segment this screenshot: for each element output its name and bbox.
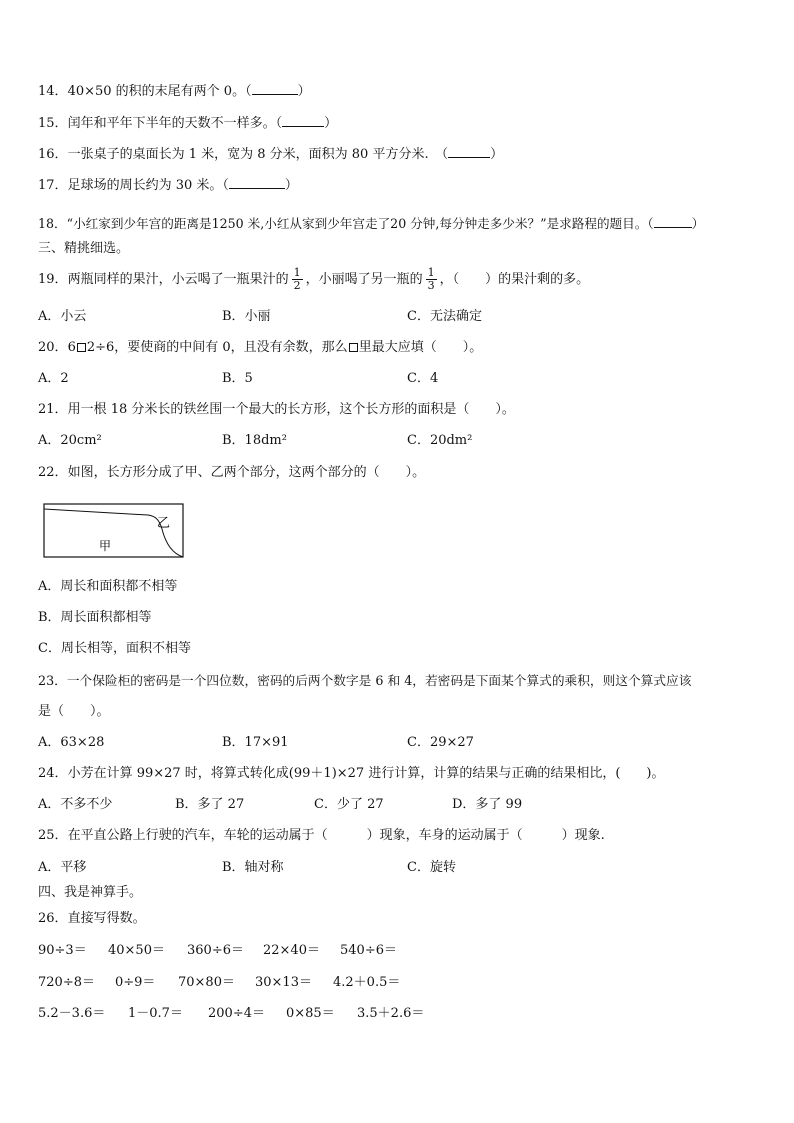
option-b[interactable]: B．轴对称 [222, 860, 284, 875]
calc-item[interactable]: 22×40＝ [263, 943, 320, 958]
option-b[interactable]: B．多了 27 [175, 797, 245, 812]
question-14: 14．40×50 的积的末尾有两个 0。（ ） [38, 84, 311, 99]
question-23-cont: 是（ ）。 [38, 704, 110, 719]
question-number: 17 [38, 178, 55, 193]
option-a[interactable]: A．小云 [38, 309, 87, 324]
rectangle-figure [43, 503, 185, 559]
calc-item[interactable]: 360÷6＝ [187, 943, 244, 958]
question-text: 一张桌子的桌面长为 1 米，宽为 8 分米，面积为 80 平方分米. （ [67, 147, 449, 162]
question-number: 14 [38, 84, 55, 99]
option-b[interactable]: B．18dm² [222, 433, 287, 448]
question-number: 20 [38, 340, 55, 355]
calc-item[interactable]: 200÷4＝ [208, 1006, 265, 1021]
question-number: 18 [38, 216, 55, 231]
question-25: 25．在平直公路上行驶的汽车，车轮的运动属于（ ）现象，车身的运动属于（ ）现象. [38, 828, 605, 843]
calc-item[interactable]: 90÷3＝ [38, 943, 87, 958]
answer-blank[interactable] [229, 176, 285, 189]
question-text: “小红家到少年宫的距离是1250 米,小红从家到少年宫走了20 分钟,每分钟走多少米？”是求路程的题目。（ [66, 216, 654, 231]
box-placeholder-icon [349, 343, 358, 352]
calc-item[interactable]: 4.2＋0.5＝ [333, 975, 401, 990]
option-a[interactable]: A．周长和面积都不相等 [38, 579, 178, 594]
option-c[interactable]: C．4 [407, 371, 439, 386]
option-c[interactable]: C．少了 27 [314, 797, 384, 812]
answer-blank[interactable] [252, 82, 298, 95]
fraction-one-half: $\frac{1}{2}$ [293, 266, 301, 292]
question-21: 21．用一根 18 分米长的铁丝围一个最大的长方形，这个长方形的面积是（ ）。 [38, 402, 515, 417]
question-number: 24 [38, 766, 55, 781]
answer-blank[interactable] [282, 114, 324, 127]
option-b[interactable]: B．周长面积都相等 [38, 610, 152, 625]
question-text: 足球场的周长约为 30 米。（ [67, 178, 229, 193]
option-c[interactable]: C．周长相等，面积不相等 [38, 641, 191, 656]
answer-blank[interactable] [448, 145, 490, 158]
calc-item[interactable]: 540÷6＝ [340, 943, 397, 958]
box-placeholder-icon [77, 343, 86, 352]
question-number: 23 [38, 673, 55, 688]
label-yi: 乙 [157, 516, 171, 531]
question-number: 19 [38, 272, 55, 287]
calc-item[interactable]: 70×80＝ [178, 975, 235, 990]
question-number: 25 [38, 828, 55, 843]
question-18: 18．“小红家到少年宫的距离是1250 米,小红从家到少年宫走了20 分钟,每分钟走多少米？”是求路程的题目。（ ） [38, 216, 705, 231]
question-17: 17．足球场的周长约为 30 米。（ ） [38, 178, 298, 193]
question-24: 24．小芳在计算 99×27 时，将算式转化成(99＋1)×27 进行计算，计算的结果与正确的结果相比，( )。 [38, 766, 665, 781]
question-16: 16．一张桌子的桌面长为 1 米，宽为 8 分米，面积为 80 平方分米. （ ） [38, 147, 504, 162]
label-jia: 甲 [99, 539, 112, 553]
section-heading-3: 三、精挑细选。 [38, 241, 130, 256]
calc-item[interactable]: 5.2－3.6＝ [38, 1006, 106, 1021]
question-26: 26．直接写得数。 [38, 911, 146, 926]
calc-item[interactable]: 1－0.7＝ [128, 1006, 183, 1021]
question-number: 22 [38, 465, 55, 480]
calc-item[interactable]: 3.5＋2.6＝ [357, 1006, 425, 1021]
question-number: 16 [38, 147, 55, 162]
option-b[interactable]: B．小丽 [222, 309, 271, 324]
calc-item[interactable]: 30×13＝ [255, 975, 312, 990]
question-23: 23．一个保险柜的密码是一个四位数，密码的后两个数字是 6 和 4，若密码是下面某个算式的乘积，则这个算式应该 [38, 673, 692, 688]
question-text: 闰年和平年下半年的天数不一样多。（ [67, 116, 283, 131]
question-number: 21 [38, 402, 55, 417]
calc-item[interactable]: 720÷8＝ [38, 975, 95, 990]
option-d[interactable]: D．多了 99 [452, 797, 523, 812]
section-heading-4: 四、我是神算手。 [38, 885, 143, 900]
option-c[interactable]: C．无法确定 [407, 309, 482, 324]
fraction-one-third: $\frac{1}{3}$ [427, 266, 435, 292]
option-a[interactable]: A．平移 [38, 860, 87, 875]
calc-item[interactable]: 0×85＝ [286, 1006, 335, 1021]
calc-item[interactable]: 40×50＝ [108, 943, 165, 958]
question-text: 40×50 的积的末尾有两个 0。（ [67, 84, 252, 99]
option-a[interactable]: A．不多不少 [38, 797, 113, 812]
option-a[interactable]: A．2 [38, 371, 69, 386]
question-19: 19．两瓶同样的果汁，小云喝了一瓶果汁的 $\frac{1}{2}$ ，小丽喝了另一瓶的 $\frac{1}{3}$ ，（ ）的果汁剩的多。 [38, 266, 590, 292]
question-20: 20．6 2÷6，要使商的中间有 0，且没有余数，那么 里最大应填（ ）。 [38, 340, 483, 355]
question-number: 15 [38, 116, 55, 131]
option-a[interactable]: A．63×28 [38, 735, 105, 750]
question-22: 22．如图，长方形分成了甲、乙两个部分，这两个部分的（ ）。 [38, 465, 426, 480]
option-c[interactable]: C．20dm² [407, 433, 473, 448]
option-c[interactable]: C．旋转 [407, 860, 456, 875]
option-b[interactable]: B．5 [222, 371, 253, 386]
option-b[interactable]: B．17×91 [222, 735, 289, 750]
option-a[interactable]: A．20cm² [38, 433, 102, 448]
calc-item[interactable]: 0÷9＝ [115, 975, 156, 990]
question-15: 15．闰年和平年下半年的天数不一样多。（ ） [38, 116, 338, 131]
answer-blank[interactable] [654, 215, 692, 228]
option-c[interactable]: C．29×27 [407, 735, 474, 750]
question-number: 26 [38, 911, 55, 926]
